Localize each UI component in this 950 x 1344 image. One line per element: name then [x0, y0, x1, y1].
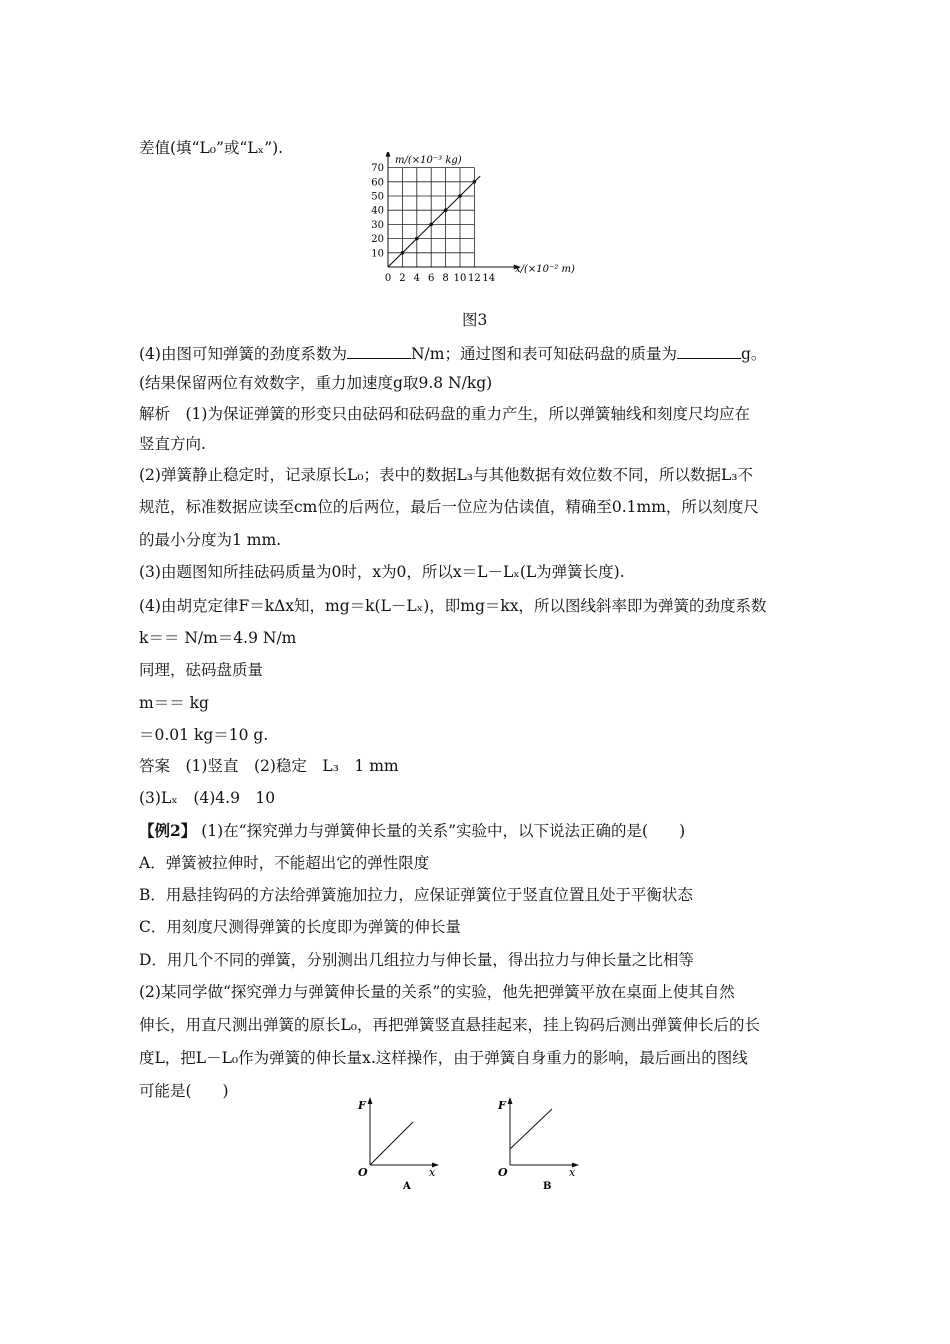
example-2-question-2-line-2: 伸长，用直尺测出弹簧的原长L₀，再把弹簧竖直悬挂起来，挂上钩码后测出弹簧伸长后的长 — [139, 1016, 761, 1034]
intro-line: 差值(填“L₀”或“Lₓ”). — [139, 139, 284, 157]
y-tick-label: 60 — [371, 177, 384, 189]
solution-line-5: 的最小分度为1 mm. — [139, 531, 282, 549]
option-b-label: B — [543, 1181, 552, 1190]
answer-blank-1[interactable] — [347, 344, 411, 359]
option-c[interactable]: C．用刻度尺测得弹簧的长度即为弹簧的伸长量 — [139, 918, 461, 936]
solution-line-7: (4)由胡克定律F＝kΔx知，mg＝k(L－Lₓ)，即mg＝kx，所以图线斜率即为弹簧的劲度系数 — [139, 597, 767, 615]
data-point — [429, 223, 433, 227]
answer-line-1: 答案 (1)竖直 (2)稳定 L₃ 1 mm — [139, 757, 399, 775]
option-b-graph[interactable] — [495, 1095, 585, 1190]
option-b-origin-label: O — [498, 1166, 508, 1179]
question-4-text: (4)由图可知弹簧的劲度系数为 — [139, 345, 347, 363]
x-axis-label: x/(×10⁻² m) — [515, 264, 575, 275]
y-axis-arrow — [386, 152, 391, 157]
figure-3-caption: 图3 — [462, 311, 488, 329]
option-a-label: A — [403, 1181, 411, 1190]
solution-line-11: ＝0.01 kg＝10 g. — [139, 726, 269, 744]
x-tick-label: 2 — [399, 273, 406, 284]
option-b-x-label: x — [569, 1166, 576, 1179]
x-tick-label: 12 — [468, 273, 481, 284]
x-tick-label: 6 — [428, 273, 435, 284]
y-axis-label: m/(×10⁻³ kg) — [395, 155, 462, 166]
y-tick-label: 50 — [371, 191, 384, 203]
solution-line-8: k＝＝ N/m＝4.9 N/m — [139, 629, 297, 647]
question-4 — [139, 344, 766, 364]
solution-line-10: m＝＝ kg — [139, 694, 209, 712]
y-tick-label: 40 — [371, 205, 384, 217]
x-tick-label: 10 — [453, 273, 467, 284]
question-4-unit-2: g。 — [740, 345, 767, 363]
y-tick-label: 70 — [371, 163, 384, 175]
data-point — [458, 194, 462, 198]
example-2-tag: 【例2】 — [139, 821, 197, 840]
data-point — [401, 251, 405, 255]
x-tick-label: 4 — [413, 273, 420, 284]
solution-line-6: (3)由题图知所挂砝码质量为0时，x为0，所以x＝L－Lₓ(L为弹簧长度). — [139, 563, 625, 581]
option-a-origin-label: O — [358, 1166, 368, 1179]
option-a-x-label: x — [429, 1166, 436, 1179]
option-a-f-label: F — [358, 1099, 366, 1112]
answer-blank-2[interactable] — [677, 344, 741, 359]
y-tick-label: 30 — [371, 219, 384, 231]
solution-line-3: (2)弹簧静止稳定时，记录原长L₀；表中的数据L₃与其他数据有效位数不同，所以数据L₃不 — [139, 466, 753, 484]
solution-line-2: 竖直方向. — [139, 435, 206, 453]
y-tick-label: 10 — [371, 248, 384, 260]
example-2-question-1-text: (1)在“探究弹力与弹簧伸长量的关系”实验中，以下说法正确的是( ) — [196, 822, 686, 840]
example-2-question-2-line-4: 可能是( ) — [139, 1082, 229, 1100]
solution-line-9: 同理，砝码盘质量 — [139, 661, 264, 679]
x-tick-label: 0 — [384, 273, 392, 284]
option-b-f-label: F — [498, 1099, 506, 1112]
option-a[interactable]: A．弹簧被拉伸时，不能超出它的弹性限度 — [139, 854, 430, 872]
solution-line-1: 解析 (1)为保证弹簧的形变只由砝码和砝码盘的重力产生，所以弹簧轴线和刻度尺均应在 — [139, 405, 750, 423]
figure-3-chart — [360, 152, 600, 302]
question-4-unit-1: N/m；通过图和表可知砝码盘的质量为 — [410, 345, 677, 363]
data-point — [444, 208, 448, 212]
x-tick-label: 8 — [442, 273, 449, 284]
option-a-graph[interactable] — [355, 1095, 445, 1190]
solution-line-4: 规范，标准数据应读至cm位的后两位，最后一位应为估读值，精确至0.1mm，所以刻度尺 — [139, 498, 759, 516]
question-4-note: (结果保留两位有效数字，重力加速度g取9.8 N/kg) — [139, 374, 493, 392]
answer-line-2: (3)Lₓ (4)4.9 10 — [139, 789, 276, 807]
data-point — [415, 237, 419, 241]
data-point — [473, 180, 477, 184]
example-2-question-2-line-1: (2)某同学做“探究弹力与弹簧伸长量的关系”的实验，他先把弹簧平放在桌面上使其自然 — [139, 983, 735, 1001]
example-2-question-1 — [139, 821, 685, 841]
option-b[interactable]: B．用悬挂钩码的方法给弹簧施加拉力，应保证弹簧位于竖直位置且处于平衡状态 — [139, 886, 693, 904]
x-tick-label: 14 — [482, 273, 496, 284]
option-d[interactable]: D．用几个不同的弹簧，分别测出几组拉力与伸长量，得出拉力与伸长量之比相等 — [139, 951, 694, 969]
y-tick-label: 20 — [371, 234, 384, 246]
example-2-question-2-line-3: 度L，把L－L₀作为弹簧的伸长量x.这样操作，由于弹簧自身重力的影响，最后画出的图线 — [139, 1049, 748, 1067]
